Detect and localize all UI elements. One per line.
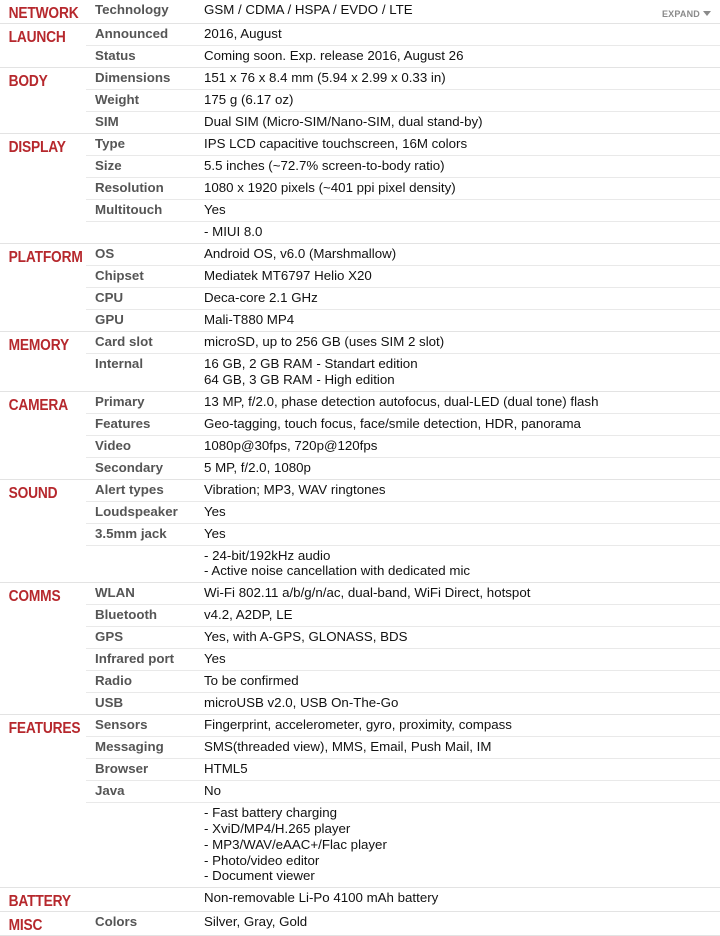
category-label[interactable]: MEMORY [8, 337, 69, 354]
spec-rows [86, 912, 720, 935]
spec-row [86, 715, 720, 736]
spec-row [86, 265, 720, 287]
spec-label[interactable]: Chipset [95, 268, 144, 283]
spec-label[interactable]: Multitouch [95, 202, 163, 217]
spec-rows [86, 24, 720, 67]
spec-value: microSD, up to 256 GB (uses SIM 2 slot) [204, 334, 445, 349]
spec-row [86, 780, 720, 802]
spec-value: microUSB v2.0, USB On-The-Go [204, 695, 399, 711]
spec-row [86, 435, 720, 457]
spec-label[interactable]: Sensors [95, 717, 148, 733]
spec-value: Vibration; MP3, WAV ringtones [204, 481, 386, 497]
spec-value: HTML5 [204, 761, 248, 777]
category-label[interactable]: BODY [8, 73, 48, 90]
spec-row [86, 392, 720, 413]
spec-section-features [0, 715, 720, 888]
spec-row [86, 244, 720, 265]
spec-section-battery [0, 888, 720, 912]
spec-row [86, 802, 720, 887]
spec-label[interactable]: 3.5mm jack [95, 525, 167, 541]
spec-label[interactable]: Infrared port [95, 651, 175, 667]
spec-section-misc [0, 912, 720, 936]
spec-value: - 24-bit/192kHz audio - Active noise cancellation with dedicated mic [204, 547, 471, 579]
spec-row [86, 177, 720, 199]
spec-label[interactable]: GPU [95, 312, 124, 327]
spec-section-camera [0, 392, 720, 480]
spec-label[interactable]: Features [95, 415, 151, 431]
spec-row [86, 89, 720, 111]
spec-row [86, 457, 720, 479]
spec-value: 1080p@30fps, 720p@120fps [204, 437, 378, 453]
spec-label[interactable]: Card slot [95, 334, 153, 349]
spec-row [86, 0, 720, 21]
spec-section-memory [0, 332, 720, 392]
category-label[interactable]: FEATURES [8, 720, 81, 738]
spec-value: Mali-T880 MP4 [204, 312, 295, 327]
spec-rows [86, 583, 720, 714]
category-label[interactable]: SOUND [8, 484, 58, 502]
spec-value: Non-removable Li-Po 4100 mAh battery [204, 890, 439, 906]
spec-rows [86, 480, 720, 583]
spec-label[interactable]: Messaging [95, 739, 164, 755]
spec-label[interactable]: Bluetooth [95, 607, 158, 623]
spec-value: Yes [204, 651, 226, 667]
spec-label[interactable]: WLAN [95, 585, 135, 601]
spec-row [86, 480, 720, 501]
spec-value: 1080 x 1920 pixels (~401 ppi pixel density) [204, 180, 456, 195]
spec-label[interactable]: Dimensions [95, 70, 171, 85]
spec-value: - MIUI 8.0 [204, 224, 263, 239]
spec-label[interactable]: Announced [95, 26, 169, 41]
category-label[interactable]: MISC [8, 917, 43, 935]
spec-label[interactable]: USB [95, 695, 124, 711]
spec-label[interactable]: CPU [95, 290, 124, 305]
spec-row [86, 332, 720, 353]
spec-value: 13 MP, f/2.0, phase detection autofocus, dual-LED (dual tone) flash [204, 393, 599, 409]
spec-value: 175 g (6.17 oz) [204, 92, 294, 107]
chevron-down-icon [703, 11, 711, 16]
spec-label[interactable]: Colors [95, 914, 138, 930]
spec-rows [86, 68, 720, 133]
spec-row [86, 45, 720, 67]
spec-label[interactable]: Internal [95, 356, 144, 371]
spec-value: 151 x 76 x 8.4 mm (5.94 x 2.99 x 0.33 in) [204, 70, 446, 85]
spec-row [86, 413, 720, 435]
spec-section-comms [0, 583, 720, 715]
spec-value: No [204, 783, 221, 799]
spec-rows [86, 134, 720, 243]
spec-row [86, 583, 720, 604]
category-label[interactable]: NETWORK [8, 5, 79, 22]
spec-value: Wi-Fi 802.11 a/b/g/n/ac, dual-band, WiFi Direct, hotspot [204, 585, 531, 601]
spec-label[interactable]: Technology [95, 2, 169, 17]
spec-label[interactable]: OS [95, 246, 115, 261]
spec-section-launch [0, 24, 720, 68]
expand-label: EXPAND [661, 9, 700, 19]
spec-rows [86, 715, 720, 887]
spec-section-sound [0, 480, 720, 584]
spec-value: Fingerprint, accelerometer, gyro, proximity, compass [204, 717, 512, 733]
spec-value: GSM / CDMA / HSPA / EVDO / LTE [204, 2, 413, 17]
category-label[interactable]: COMMS [8, 588, 61, 606]
spec-value: Geo-tagging, touch focus, face/smile detection, HDR, panorama [204, 415, 581, 431]
spec-row [86, 221, 720, 243]
expand-button[interactable] [662, 9, 711, 19]
spec-rows [86, 244, 720, 331]
spec-label[interactable]: Secondary [95, 459, 163, 475]
spec-value: Coming soon. Exp. release 2016, August 26 [204, 48, 464, 63]
spec-row [86, 670, 720, 692]
spec-rows [86, 0, 720, 23]
spec-value: IPS LCD capacitive touchscreen, 16M colors [204, 136, 468, 151]
spec-value: 2016, August [204, 26, 282, 41]
spec-row [86, 626, 720, 648]
spec-value: Yes, with A-GPS, GLONASS, BDS [204, 629, 408, 645]
spec-label[interactable]: SIM [95, 114, 119, 129]
category-label[interactable]: BATTERY [8, 893, 71, 911]
spec-row [86, 287, 720, 309]
spec-value: v4.2, A2DP, LE [204, 607, 293, 623]
spec-section-network [0, 0, 720, 24]
spec-value: SMS(threaded view), MMS, Email, Push Mail, IM [204, 739, 492, 755]
spec-label[interactable]: Alert types [95, 481, 164, 497]
spec-row [86, 545, 720, 583]
spec-label[interactable]: Browser [95, 761, 149, 777]
spec-value: Yes [204, 202, 226, 217]
spec-label[interactable]: Type [95, 136, 126, 151]
spec-value: Yes [204, 525, 226, 541]
spec-row [86, 111, 720, 133]
spec-rows [86, 888, 720, 911]
spec-label[interactable]: Weight [95, 92, 140, 107]
category-label[interactable]: DISPLAY [8, 139, 66, 156]
spec-row [86, 758, 720, 780]
category-label[interactable]: PLATFORM [8, 249, 83, 266]
spec-value: To be confirmed [204, 673, 299, 689]
spec-row [86, 888, 720, 909]
spec-label[interactable]: Size [95, 158, 122, 173]
spec-value: 5 MP, f/2.0, 1080p [204, 459, 311, 475]
spec-row [86, 501, 720, 523]
spec-row [86, 523, 720, 545]
spec-label[interactable]: Loudspeaker [95, 503, 178, 519]
spec-value: Dual SIM (Micro-SIM/Nano-SIM, dual stand-by) [204, 114, 483, 129]
spec-row [86, 353, 720, 391]
spec-row [86, 648, 720, 670]
spec-value: Mediatek MT6797 Helio X20 [204, 268, 372, 283]
category-label[interactable]: CAMERA [8, 396, 68, 414]
spec-label[interactable]: Video [95, 437, 131, 453]
spec-value: Deca-core 2.1 GHz [204, 290, 318, 305]
category-label[interactable]: LAUNCH [8, 29, 66, 46]
spec-value: 5.5 inches (~72.7% screen-to-body ratio) [204, 158, 445, 173]
spec-value: Android OS, v6.0 (Marshmallow) [204, 246, 397, 261]
spec-value: Silver, Gray, Gold [204, 914, 308, 930]
spec-row [86, 155, 720, 177]
spec-section-platform [0, 244, 720, 332]
spec-row [86, 68, 720, 89]
spec-value: Yes [204, 503, 226, 519]
spec-row [86, 199, 720, 221]
spec-label[interactable]: Radio [95, 673, 132, 689]
spec-label[interactable]: GPS [95, 629, 124, 645]
spec-label[interactable]: Resolution [95, 180, 164, 195]
spec-section-body [0, 68, 720, 134]
spec-section-display [0, 134, 720, 244]
spec-value: 16 GB, 2 GB RAM - Standart edition 64 GB, 3 GB RAM - High edition [204, 356, 418, 387]
spec-rows [86, 332, 720, 391]
spec-label[interactable]: Java [95, 783, 125, 799]
spec-row [86, 692, 720, 714]
spec-label[interactable]: Status [95, 48, 136, 63]
spec-row [86, 309, 720, 331]
spec-row [86, 912, 720, 933]
spec-row [86, 24, 720, 45]
spec-row [86, 604, 720, 626]
spec-rows [86, 392, 720, 479]
spec-row [86, 134, 720, 155]
spec-label[interactable]: Primary [95, 393, 145, 409]
spec-row [86, 736, 720, 758]
spec-value: - Fast battery charging - XviD/MP4/H.265 player - MP3/WAV/eAAC+/Flac player - Photo/video editor - Document viewer [204, 805, 387, 884]
